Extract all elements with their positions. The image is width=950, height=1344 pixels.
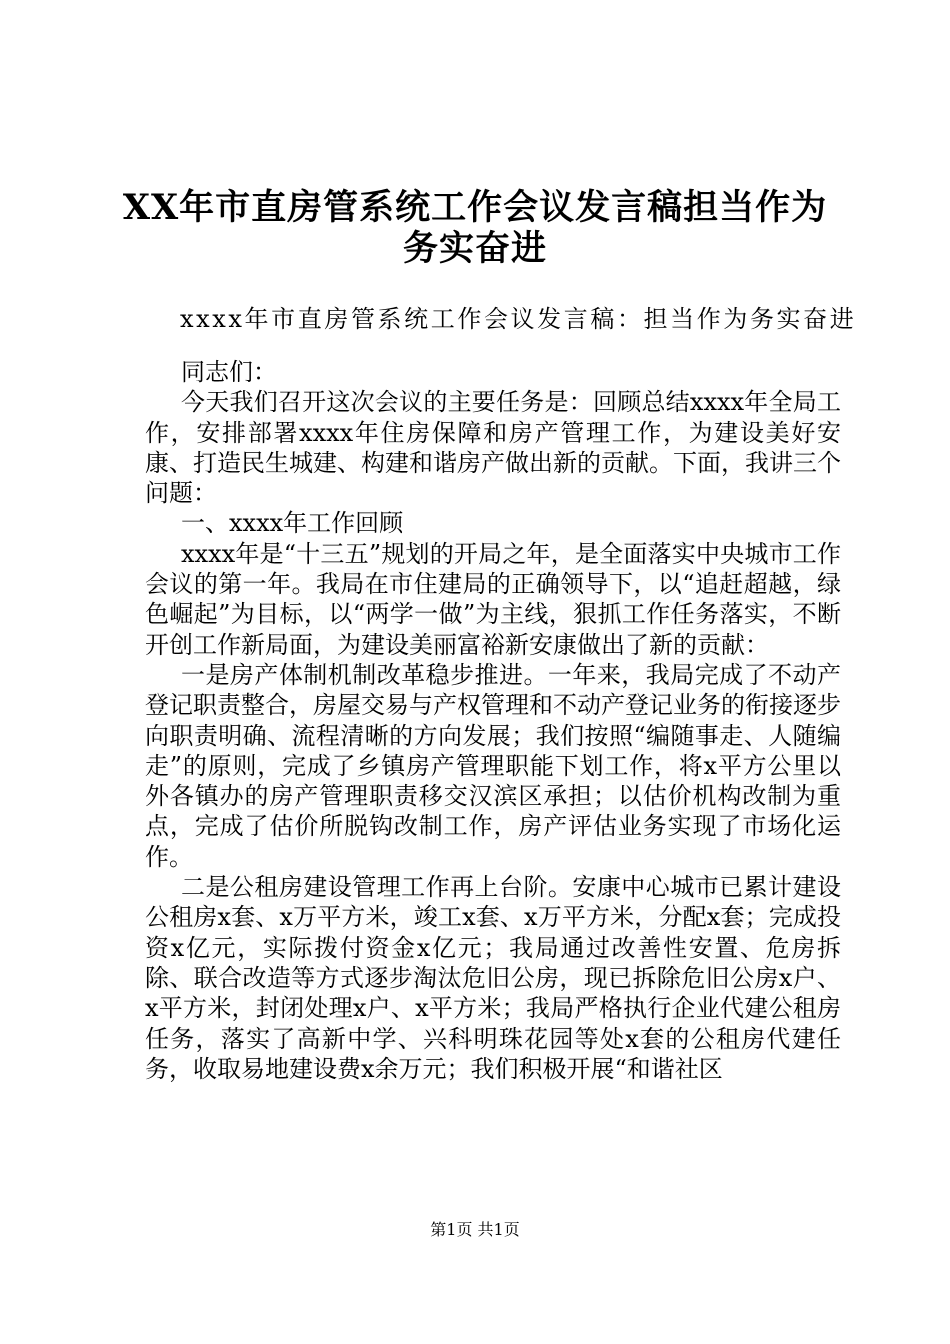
document-title-line-1: XX年市直房管系统工作会议发言稿担当作为 bbox=[122, 187, 828, 228]
review-paragraph: xxxx年是“十三五”规划的开局之年，是全面落实中央城市工作会议的第一年。我局在市住建局的正确领导下，以“追赶超越，绿色崛起”为目标，以“两学一做”为主线，狠抓工作任务落实，不断开创工作新局面，为建设美丽富裕新安康做出了新的贡献： bbox=[145, 539, 841, 659]
salutation-paragraph: 同志们： bbox=[181, 358, 277, 386]
section-heading: 一、xxxx年工作回顾 bbox=[181, 509, 404, 538]
reform-paragraph: 一是房产体制机制改革稳步推进。一年来，我局完成了不动产登记职责整合，房屋交易与产权管理和不动产登记业务的衔接逐步向职责明确、流程清晰的方向发展；我们按照“编随事走、人随编走”的原则，完成了乡镇房产管理职能下划工作，将x平方公里以外各镇办的房产管理职责移交汉滨区承担；以估价机构改制为重点，完成了估价所脱钩改制工作，房产评估业务实现了市场化运作。 bbox=[145, 660, 841, 871]
public-housing-paragraph: 二是公租房建设管理工作再上台阶。安康中心城市已累计建设公租房x套、x万平方米，竣工x套、x万平方米，分配x套；完成投资x亿元，实际拨付资金x亿元；我局通过改善性安置、危房拆除、联合改造等方式逐步淘汰危旧公房，现已拆除危旧公房x户、x平方米，封闭处理x户、x平方米；我局严格执行企业代建公租房任务，落实了高新中学、兴科明珠花园等处x套的公租房代建任务，收取易地建设费x余万元；我们积极开展“和谐社区 bbox=[145, 873, 841, 1083]
page-footer: 第1页 共1页 bbox=[430, 1220, 520, 1239]
document-title-line-2: 务实奋进 bbox=[402, 228, 547, 269]
intro-paragraph: 今天我们召开这次会议的主要任务是：回顾总结xxxx年全局工作，安排部署xxxx年住房保障和房产管理工作，为建设美好安康、打造民生城建、构建和谐房产做出新的贡献。下面，我讲三个问题： bbox=[145, 388, 841, 508]
document-subtitle: xxxx年市直房管系统工作会议发言稿：担当作为务实奋进 bbox=[180, 305, 857, 333]
document-body bbox=[145, 357, 841, 1084]
